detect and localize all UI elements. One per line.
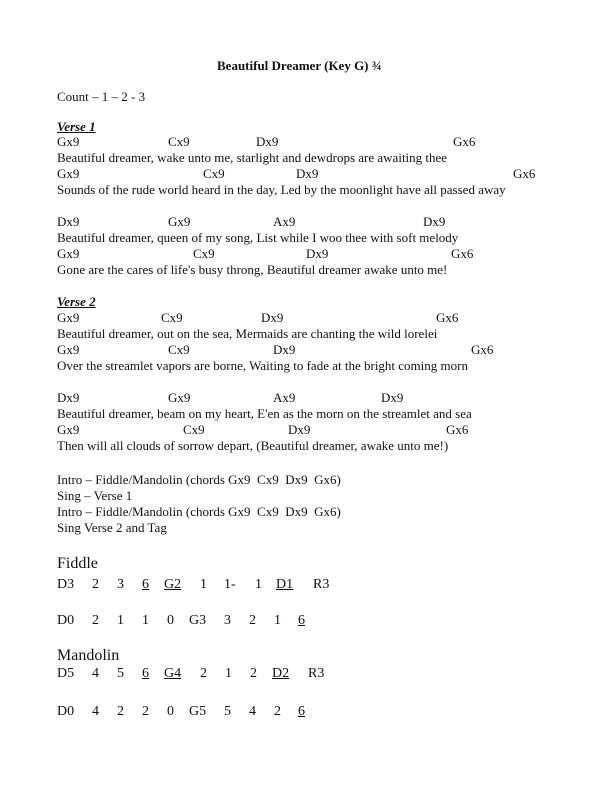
- tab-note: D3: [57, 577, 75, 592]
- tab-note: 1: [200, 577, 207, 592]
- tab-note: 6: [298, 613, 305, 628]
- lyric-line: Gone are the cares of life's busy throng, Beautiful dreamer awake unto me!: [57, 262, 448, 277]
- verse1-heading: Verse 1: [57, 119, 96, 134]
- tab-note: 4: [92, 666, 99, 681]
- chord: Cx9: [183, 422, 205, 437]
- tab-note: 0: [167, 704, 174, 719]
- tab-note: 2: [92, 613, 99, 628]
- tab-note: 4: [92, 704, 99, 719]
- chord: Dx9: [296, 166, 319, 181]
- verse2-heading: Verse 2: [57, 294, 96, 309]
- chord: Gx9: [168, 214, 191, 229]
- chord: Dx9: [288, 422, 311, 437]
- chord: Cx9: [193, 246, 215, 261]
- lyric-line: Sounds of the rude world heard in the day, Led by the moonlight have all passed away: [57, 182, 506, 197]
- chord: Gx6: [513, 166, 536, 181]
- tab-note: 6: [142, 666, 149, 681]
- chord: Cx9: [161, 310, 183, 325]
- chord: Dx9: [381, 390, 404, 405]
- tab-note: 2: [92, 577, 99, 592]
- chord: Dx9: [261, 310, 284, 325]
- tab-note: D0: [57, 704, 75, 719]
- tab-note: 1: [117, 613, 124, 628]
- tab-note: 6: [298, 704, 305, 719]
- tab-note: 2: [142, 704, 149, 719]
- count-line: Count – 1 – 2 - 3: [57, 89, 146, 104]
- chord: Gx9: [57, 166, 80, 181]
- lyric-line: Over the streamlet vapors are borne, Waiting to fade at the bright coming morn: [57, 358, 468, 373]
- tab-note: R3: [308, 666, 325, 681]
- arrangement-line: Sing Verse 2 and Tag: [57, 520, 167, 535]
- chord: Gx9: [57, 134, 80, 149]
- tab-note: 4: [249, 704, 256, 719]
- tab-note: 5: [117, 666, 124, 681]
- tab-note: 1-: [224, 577, 236, 592]
- tab-note: 2: [250, 666, 257, 681]
- chord: Gx9: [57, 422, 80, 437]
- tab-note: 6: [142, 577, 149, 592]
- chord: Cx9: [168, 342, 190, 357]
- tab-note: 1: [142, 613, 149, 628]
- lyric-line: Beautiful dreamer, beam on my heart, E'en as the morn on the streamlet and sea: [57, 406, 472, 421]
- arrangement-line: Intro – Fiddle/Mandolin (chords Gx9 Cx9 Dx9 Gx6): [57, 472, 341, 487]
- lyric-line: Beautiful dreamer, wake unto me, starlight and dewdrops are awaiting thee: [57, 150, 448, 165]
- fiddle-heading: Fiddle: [57, 555, 98, 572]
- chord: Gx6: [446, 422, 469, 437]
- tab-note: 1: [255, 577, 262, 592]
- tab-note: G5: [189, 704, 207, 719]
- tab-note: D1: [276, 577, 294, 592]
- chord: Ax9: [273, 390, 296, 405]
- chord: Cx9: [168, 134, 190, 149]
- tab-note: 3: [117, 577, 124, 592]
- chord: Gx6: [436, 310, 459, 325]
- tab-note: 5: [224, 704, 231, 719]
- chord: Dx9: [57, 390, 80, 405]
- page-title: Beautiful Dreamer (Key G) ¾: [217, 58, 382, 73]
- chord: Gx9: [57, 342, 80, 357]
- chord: Gx9: [57, 246, 80, 261]
- tab-note: 2: [274, 704, 281, 719]
- chord: Dx9: [57, 214, 80, 229]
- tab-note: 3: [224, 613, 231, 628]
- chord: Gx9: [168, 390, 191, 405]
- tab-note: 0: [167, 613, 174, 628]
- mandolin-heading: Mandolin: [57, 647, 120, 664]
- chord: Gx9: [57, 310, 80, 325]
- arrangement-line: Intro – Fiddle/Mandolin (chords Gx9 Cx9 Dx9 Gx6): [57, 504, 341, 519]
- tab-note: 1: [274, 613, 281, 628]
- lyric-line: Beautiful dreamer, queen of my song, List while I woo thee with soft melody: [57, 230, 459, 245]
- chord: Dx9: [423, 214, 446, 229]
- tab-note: G4: [164, 666, 182, 681]
- tab-note: 1: [225, 666, 232, 681]
- tab-note: 2: [249, 613, 256, 628]
- tab-note: D2: [272, 666, 290, 681]
- tab-note: R3: [313, 577, 330, 592]
- chord: Cx9: [203, 166, 225, 181]
- chord: Dx9: [256, 134, 279, 149]
- tab-note: D5: [57, 666, 75, 681]
- chord: Gx6: [451, 246, 474, 261]
- tab-note: 2: [200, 666, 207, 681]
- chord: Gx6: [471, 342, 494, 357]
- chord: Ax9: [273, 214, 296, 229]
- tab-note: D0: [57, 613, 75, 628]
- tab-note: G2: [164, 577, 182, 592]
- lyric-line: Beautiful dreamer, out on the sea, Mermaids are chanting the wild lorelei: [57, 326, 438, 341]
- tab-note: G3: [189, 613, 207, 628]
- chord: Gx6: [453, 134, 476, 149]
- arrangement-line: Sing – Verse 1: [57, 488, 133, 503]
- tab-note: 2: [117, 704, 124, 719]
- lyric-line: Then will all clouds of sorrow depart, (Beautiful dreamer, awake unto me!): [57, 438, 449, 453]
- chord: Dx9: [273, 342, 296, 357]
- chord: Dx9: [306, 246, 329, 261]
